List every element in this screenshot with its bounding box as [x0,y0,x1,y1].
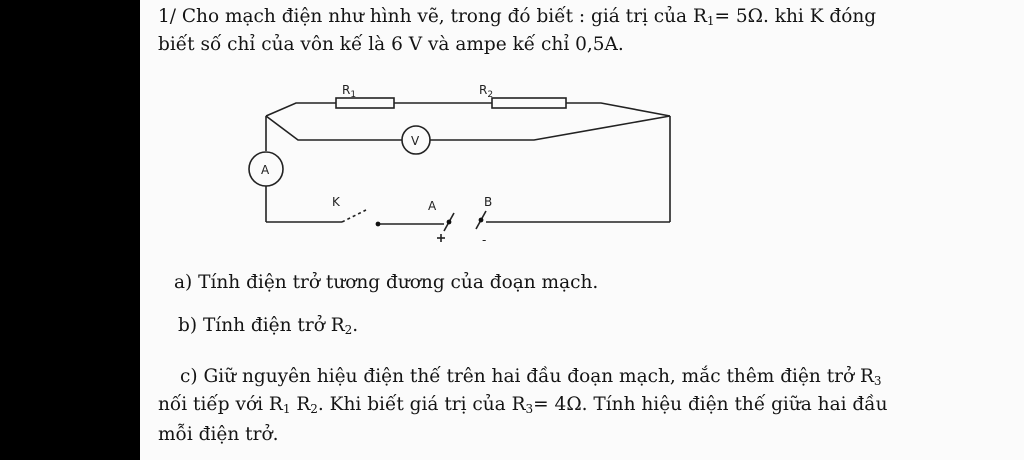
minus-label: - [482,233,487,247]
resistor-r2 [492,98,566,108]
switch-k [342,210,366,222]
question-b [178,315,358,341]
question-text: R [290,394,311,415]
subscript: 1 [706,14,715,28]
wire-voltmeter-right [430,116,670,140]
question-text: nối tiếp với R [158,394,283,415]
terminal-a-label: A [428,199,437,213]
question-c-line-3 [158,424,278,446]
question-text: . [352,315,359,336]
wire-top-left [266,103,336,116]
wire-voltmeter-left [266,116,402,140]
r1-label: $R_1$ [342,83,357,100]
question-text: . Khi biết giá trị của R [317,394,526,415]
problem-line-1 [158,6,876,32]
document-page [140,0,1024,460]
circuit-diagram [236,78,696,253]
voltmeter-label: V [411,134,420,148]
terminal-b-dot [479,218,484,223]
ammeter-label: A [261,163,270,177]
subscript: 2 [344,323,353,337]
question-text: c) Giữ nguyên hiệu điện thế trên hai đầu đoạn mạch, mắc thêm điện trở R [180,366,874,387]
subscript: 3 [525,402,534,416]
subscript: 3 [873,374,882,388]
switch-label: K [332,195,340,209]
question-c-line-1 [180,366,882,392]
question-a [174,272,598,294]
switch-dot [376,222,381,227]
question-text: = 4Ω. Tính hiệu điện thế giữa hai đầu [533,394,888,415]
problem-line-2 [158,34,624,56]
subscript: 2 [310,402,318,416]
resistor-r1 [336,98,394,108]
terminal-b-label: B [484,195,493,209]
question-text: a) Tính điện trở tương đương của đoạn mạch. [174,272,599,293]
problem-text: biết số chỉ của vôn kế là 6 V và ampe kế chỉ 0,5A. [158,34,624,55]
question-text: b) Tính điện trở R [178,315,345,336]
wire-top-right [566,103,670,116]
r2-label: $R_2$ [479,83,494,100]
terminal-a-dot [447,220,452,225]
question-c-line-2 [158,394,888,420]
problem-text: 1/ Cho mạch điện như hình vẽ, trong đó biết : giá trị của R [158,6,707,27]
subscript: 1 [282,402,291,416]
question-text: mỗi điện trở. [158,424,279,445]
problem-text: = 5Ω. khi K đóng [714,6,877,27]
